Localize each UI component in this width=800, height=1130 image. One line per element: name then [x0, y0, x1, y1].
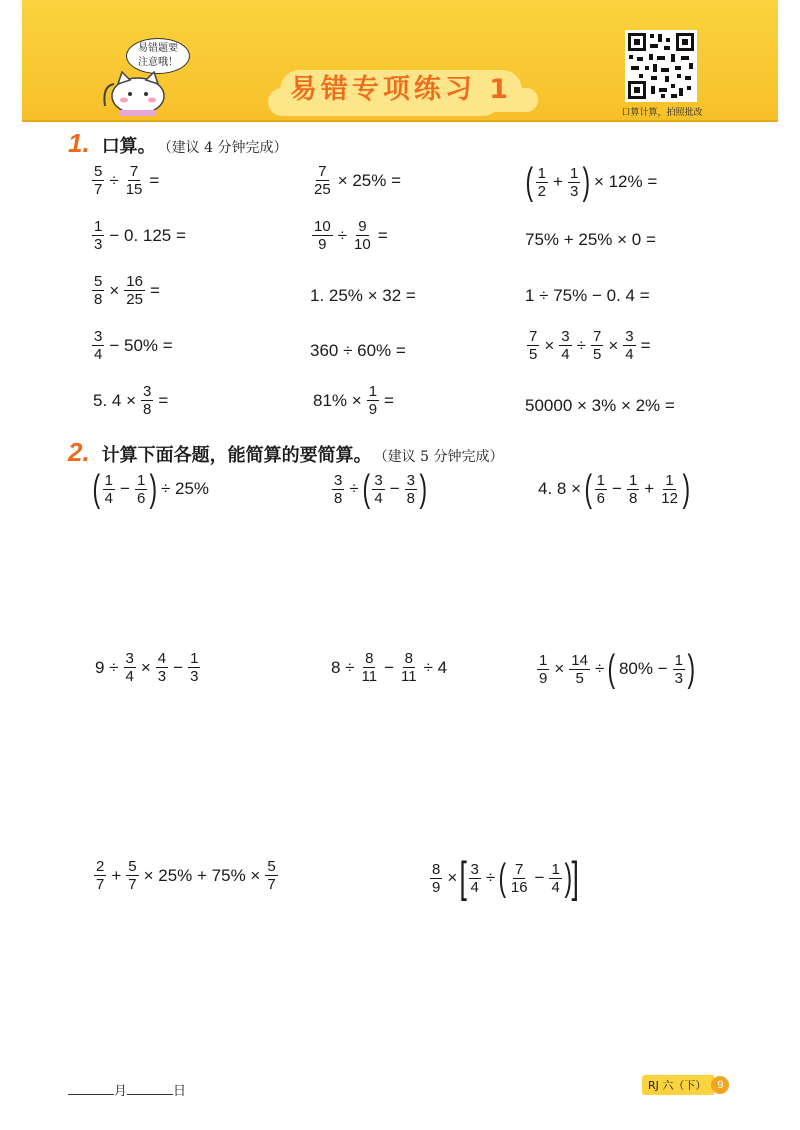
- numerator: 1: [539, 651, 548, 669]
- operator: −: [120, 479, 130, 498]
- fraction: [92, 328, 104, 363]
- operator: × 12% =: [593, 172, 658, 191]
- denominator: 4: [125, 668, 134, 685]
- parenthesis: ): [582, 161, 591, 203]
- numerator: 3: [470, 860, 479, 878]
- fraction: [399, 650, 419, 685]
- denominator: 3: [674, 669, 683, 687]
- operator: ÷: [337, 225, 348, 245]
- section-2-number: 2.: [68, 437, 90, 467]
- numerator: 3: [406, 471, 415, 489]
- denominator: 8: [406, 489, 415, 507]
- denominator: 11: [401, 668, 417, 685]
- operator: × 25% + 75% ×: [143, 865, 261, 885]
- day-blank[interactable]: [127, 1082, 173, 1095]
- denominator: 7: [94, 181, 103, 198]
- numerator: 7: [318, 163, 327, 180]
- mental-math-4: [90, 218, 189, 253]
- date-fields: [68, 1080, 186, 1099]
- denominator: 4: [625, 346, 634, 363]
- fraction: [559, 328, 571, 363]
- denominator: 6: [596, 489, 606, 507]
- fraction: [352, 218, 373, 253]
- fraction: [135, 472, 147, 507]
- mental-math-12: [525, 328, 654, 363]
- fraction: [527, 328, 539, 363]
- numerator: 1: [368, 383, 378, 400]
- denominator: 10: [354, 236, 371, 253]
- day-label: 日: [173, 1084, 187, 1099]
- operator: ÷: [109, 170, 119, 190]
- numerator: 1: [190, 650, 199, 667]
- numerator: 3: [561, 328, 570, 345]
- operator: ÷ 4: [423, 657, 448, 677]
- operator: =: [384, 390, 394, 410]
- operator: +: [553, 172, 563, 191]
- fraction: [568, 165, 580, 200]
- numerator: 9: [358, 218, 367, 235]
- operator: 9 ÷: [95, 657, 119, 677]
- calc-problem-4: [92, 650, 202, 685]
- calc-problem-8: [428, 853, 580, 902]
- fraction: [94, 858, 106, 893]
- fraction: [549, 861, 561, 896]
- denominator: 5: [592, 346, 602, 363]
- section-1-number: 1.: [68, 128, 90, 158]
- calc-problem-5: [328, 650, 450, 685]
- parenthesis: (: [525, 161, 534, 203]
- mental-math-2: [310, 163, 404, 198]
- denominator: 5: [529, 346, 538, 363]
- denominator: 7: [267, 876, 276, 893]
- calc-problem-1: [92, 470, 212, 508]
- page-footer-tag: [642, 1075, 729, 1095]
- numerator: 3: [94, 328, 103, 345]
- fraction: [188, 650, 200, 685]
- fraction: [537, 652, 549, 687]
- parenthesis: ): [682, 468, 691, 510]
- denominator: 4: [470, 878, 479, 896]
- numerator: 7: [592, 328, 602, 345]
- fraction: [124, 650, 136, 685]
- calc-problem-3: [535, 470, 691, 508]
- fraction: [627, 472, 639, 507]
- denominator: 2: [537, 182, 546, 200]
- numerator: 3: [625, 328, 634, 345]
- operator: 5. 4 ×: [93, 390, 137, 410]
- numerator: 1: [665, 471, 674, 489]
- operator: ×: [554, 659, 565, 678]
- numerator: 1: [94, 218, 103, 235]
- denominator: 3: [94, 236, 103, 253]
- parenthesis: (: [92, 468, 101, 510]
- numerator: 7: [529, 328, 538, 345]
- cat-mascot-icon: [100, 66, 180, 116]
- fraction: [673, 652, 685, 687]
- fraction: [156, 650, 168, 685]
- fraction: [332, 472, 344, 507]
- fraction: [103, 472, 115, 507]
- parenthesis: (: [498, 857, 507, 899]
- bubble-line-1: 易错题要: [138, 43, 178, 54]
- operator: ×: [140, 657, 151, 677]
- operator: − 0. 125 =: [109, 225, 186, 245]
- operator: ×: [544, 335, 555, 355]
- mental-math-13: [90, 383, 171, 418]
- operator: 81% ×: [313, 390, 362, 410]
- numerator: 5: [128, 858, 137, 875]
- mental-math-8: 1. 25% × 32 =: [310, 286, 416, 305]
- denominator: 3: [190, 668, 199, 685]
- numerator: 16: [126, 273, 143, 290]
- denominator: 4: [94, 346, 103, 363]
- denominator: 7: [96, 876, 105, 893]
- parenthesis: ): [419, 468, 428, 510]
- operator: ÷ 25%: [160, 479, 210, 498]
- denominator: 4: [104, 489, 113, 507]
- fraction: [595, 472, 607, 507]
- operator: 80% −: [618, 659, 668, 678]
- numerator: 1: [628, 471, 638, 489]
- grade-tag: RJ 六（下）: [642, 1075, 714, 1095]
- fraction: [92, 273, 104, 308]
- numerator: 8: [432, 860, 441, 878]
- operator: ×: [608, 335, 619, 355]
- fraction: [536, 165, 548, 200]
- operator: × 25% =: [337, 170, 402, 190]
- parenthesis: ): [687, 648, 696, 690]
- numerator: 3: [374, 471, 383, 489]
- page-title: 易错专项练习 1: [289, 74, 513, 105]
- operator: −: [173, 657, 184, 677]
- numerator: 7: [129, 163, 139, 180]
- numerator: 3: [334, 471, 343, 489]
- numerator: 7: [515, 860, 524, 878]
- fraction: [312, 163, 333, 198]
- denominator: 9: [539, 669, 548, 687]
- mental-math-1: [90, 163, 162, 198]
- denominator: 11: [361, 668, 378, 685]
- qr-code-icon[interactable]: [625, 30, 697, 102]
- page-number: 9: [711, 1076, 729, 1094]
- parenthesis: (: [584, 468, 593, 510]
- fraction: [265, 858, 277, 893]
- fraction: [659, 472, 680, 507]
- operator: +: [111, 865, 122, 885]
- numerator: 1: [537, 164, 546, 182]
- numerator: 14: [571, 651, 588, 669]
- parenthesis: ): [564, 857, 572, 899]
- numerator: 4: [157, 650, 167, 667]
- denominator: 4: [374, 489, 383, 507]
- denominator: 25: [314, 181, 331, 198]
- numerator: 1: [596, 471, 606, 489]
- fraction: [367, 383, 379, 418]
- fraction: [360, 650, 380, 685]
- numerator: 8: [404, 650, 413, 667]
- numerator: 3: [125, 650, 134, 667]
- numerator: 1: [551, 860, 560, 878]
- mental-math-5: [310, 218, 391, 253]
- mental-math-9: 1 ÷ 75% − 0. 4 =: [525, 286, 650, 305]
- month-blank[interactable]: [68, 1082, 114, 1095]
- bracket: [: [459, 853, 468, 902]
- denominator: 8: [334, 489, 343, 507]
- denominator: 6: [136, 489, 146, 507]
- operator: ×: [447, 868, 458, 887]
- operator: −: [612, 479, 622, 498]
- operator: ÷: [349, 479, 359, 498]
- denominator: 8: [94, 291, 103, 308]
- numerator: 5: [94, 273, 103, 290]
- bracket: ]: [571, 853, 580, 902]
- denominator: 4: [561, 346, 570, 363]
- operator: +: [644, 479, 655, 498]
- fraction: [124, 273, 145, 308]
- calc-problem-2: [330, 470, 428, 508]
- operator: =: [149, 280, 160, 300]
- fraction: [469, 861, 481, 896]
- operator: =: [640, 335, 651, 355]
- month-label: 月: [114, 1084, 128, 1099]
- numerator: 1: [674, 651, 683, 669]
- numerator: 1: [104, 471, 113, 489]
- denominator: 25: [126, 291, 143, 308]
- calc-problem-7: [92, 858, 280, 893]
- denominator: 8: [628, 489, 638, 507]
- operator: ÷: [576, 335, 586, 355]
- fraction: [92, 218, 104, 253]
- denominator: 3: [157, 668, 167, 685]
- operator: =: [377, 225, 388, 245]
- denominator: 7: [128, 876, 137, 893]
- fraction: [124, 163, 145, 198]
- operator: ×: [109, 280, 120, 300]
- fraction: [623, 328, 635, 363]
- fraction: [141, 383, 153, 418]
- denominator: 3: [569, 182, 579, 200]
- fraction: [372, 472, 384, 507]
- numerator: 1: [136, 471, 146, 489]
- operator: ÷: [594, 659, 605, 678]
- fraction: [92, 163, 104, 198]
- operator: −: [389, 479, 400, 498]
- numerator: 5: [94, 163, 103, 180]
- fraction: [509, 861, 530, 896]
- denominator: 9: [432, 878, 441, 896]
- section-1-heading: [68, 128, 288, 159]
- operator: 4. 8 ×: [538, 479, 582, 498]
- operator: −: [534, 868, 545, 887]
- numerator: 2: [96, 858, 105, 875]
- parenthesis: (: [362, 468, 370, 510]
- operator: −: [384, 657, 395, 677]
- denominator: 4: [551, 878, 560, 896]
- calc-problem-6: [535, 650, 696, 688]
- fraction: [405, 472, 417, 507]
- section-2-hint: （建议 5 分钟完成）: [373, 449, 504, 465]
- bubble-line-2: 注意哦！: [138, 57, 178, 68]
- parenthesis: ): [149, 468, 158, 510]
- mental-math-15: 50000 × 3% × 2% =: [525, 396, 675, 415]
- fraction: [591, 328, 603, 363]
- operator: − 50% =: [109, 335, 173, 355]
- fraction: [569, 652, 590, 687]
- section-1-hint: （建议 4 分钟完成）: [157, 140, 288, 156]
- denominator: 9: [318, 236, 327, 253]
- operator: =: [158, 390, 169, 410]
- numerator: 8: [365, 650, 374, 667]
- mental-math-11: 360 ÷ 60% =: [310, 341, 406, 360]
- denominator: 9: [368, 401, 378, 418]
- fraction: [126, 858, 138, 893]
- operator: 8 ÷: [331, 657, 355, 677]
- section-1-title: 口算。: [101, 136, 156, 157]
- numerator: 3: [143, 383, 152, 400]
- qr-caption: 口算计算，拍照批改: [621, 108, 703, 118]
- mental-math-10: [90, 328, 176, 363]
- mental-math-3: [525, 163, 660, 201]
- section-2-title: 计算下面各题，能简算的要简算。: [101, 445, 372, 466]
- section-2-heading: [68, 437, 504, 468]
- mental-math-6: 75% + 25% × 0 =: [525, 230, 656, 249]
- mental-math-14: [310, 383, 397, 418]
- numerator: 10: [314, 218, 331, 235]
- numerator: 1: [569, 164, 579, 182]
- denominator: 8: [143, 401, 152, 418]
- denominator: 5: [575, 669, 584, 687]
- denominator: 16: [510, 878, 528, 896]
- fraction: [312, 218, 333, 253]
- parenthesis: (: [607, 648, 616, 690]
- mental-math-7: [90, 273, 163, 308]
- denominator: 15: [125, 181, 143, 198]
- operator: =: [149, 170, 160, 190]
- fraction: [430, 861, 442, 896]
- denominator: 12: [661, 489, 678, 507]
- operator: ÷: [485, 868, 496, 887]
- numerator: 5: [267, 858, 276, 875]
